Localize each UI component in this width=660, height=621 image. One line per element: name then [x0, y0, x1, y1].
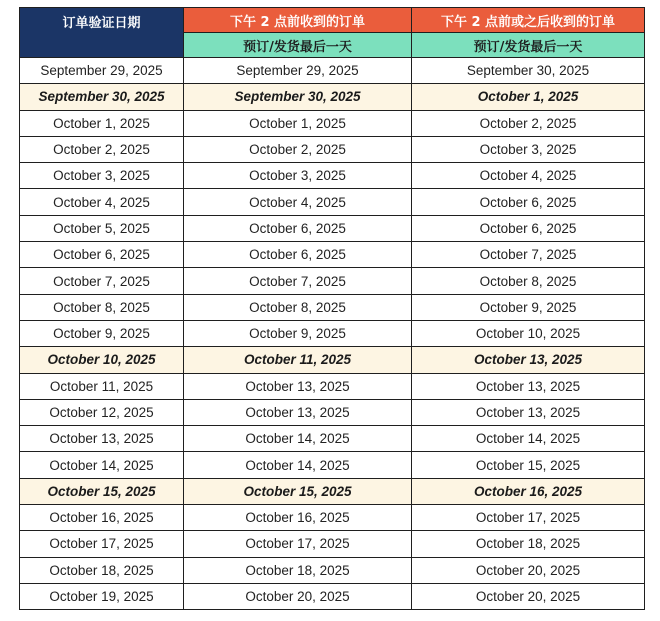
cell-before-2pm: September 30, 2025 [184, 84, 412, 110]
table-row [20, 268, 645, 294]
cell-after-2pm: October 8, 2025 [412, 268, 645, 294]
table-row [20, 531, 645, 557]
header-verify-date: 订单验证日期 [20, 8, 184, 58]
table-row [20, 426, 645, 452]
cell-before-2pm: October 13, 2025 [184, 399, 412, 425]
cell-before-2pm: October 15, 2025 [184, 478, 412, 504]
cell-verify-date: October 8, 2025 [20, 294, 184, 320]
subheader-after-last-day: 预订/发货最后一天 [412, 33, 645, 58]
cell-verify-date: October 2, 2025 [20, 136, 184, 162]
subheader-before-last-day: 预订/发货最后一天 [184, 33, 412, 58]
cell-before-2pm: October 7, 2025 [184, 268, 412, 294]
cell-after-2pm: October 9, 2025 [412, 294, 645, 320]
table-row [20, 583, 645, 609]
shipping-schedule-table [19, 7, 645, 610]
cell-verify-date: October 12, 2025 [20, 399, 184, 425]
cell-verify-date: October 11, 2025 [20, 373, 184, 399]
cell-before-2pm: October 6, 2025 [184, 242, 412, 268]
table-row [20, 189, 645, 215]
table-row [20, 557, 645, 583]
table-row [20, 373, 645, 399]
cell-after-2pm: October 16, 2025 [412, 478, 645, 504]
cell-before-2pm: October 18, 2025 [184, 557, 412, 583]
cell-before-2pm: October 4, 2025 [184, 189, 412, 215]
cell-after-2pm: October 2, 2025 [412, 110, 645, 136]
cell-before-2pm: September 29, 2025 [184, 58, 412, 84]
cell-after-2pm: October 14, 2025 [412, 426, 645, 452]
cell-before-2pm: October 1, 2025 [184, 110, 412, 136]
header-row [20, 8, 645, 33]
cell-after-2pm: October 20, 2025 [412, 583, 645, 609]
header-after-2pm: 下午 2 点前或之后收到的订单 [412, 8, 645, 33]
table-row [20, 58, 645, 84]
cell-verify-date: October 16, 2025 [20, 505, 184, 531]
cell-after-2pm: October 15, 2025 [412, 452, 645, 478]
cell-before-2pm: October 14, 2025 [184, 452, 412, 478]
cell-verify-date: October 4, 2025 [20, 189, 184, 215]
table-row [20, 320, 645, 346]
cell-after-2pm: October 6, 2025 [412, 215, 645, 241]
cell-before-2pm: October 14, 2025 [184, 426, 412, 452]
table-row [20, 505, 645, 531]
cell-verify-date: October 15, 2025 [20, 478, 184, 504]
cell-verify-date: October 18, 2025 [20, 557, 184, 583]
cell-after-2pm: October 1, 2025 [412, 84, 645, 110]
cell-verify-date: October 9, 2025 [20, 320, 184, 346]
shipping-schedule [19, 7, 644, 610]
cell-verify-date: October 17, 2025 [20, 531, 184, 557]
table-row [20, 242, 645, 268]
cell-after-2pm: October 13, 2025 [412, 399, 645, 425]
cell-before-2pm: October 17, 2025 [184, 531, 412, 557]
cell-before-2pm: October 8, 2025 [184, 294, 412, 320]
table-row-highlighted [20, 347, 645, 373]
cell-after-2pm: October 20, 2025 [412, 557, 645, 583]
cell-after-2pm: October 13, 2025 [412, 373, 645, 399]
cell-before-2pm: October 13, 2025 [184, 373, 412, 399]
cell-verify-date: October 1, 2025 [20, 110, 184, 136]
table-row [20, 294, 645, 320]
cell-after-2pm: October 13, 2025 [412, 347, 645, 373]
cell-before-2pm: October 11, 2025 [184, 347, 412, 373]
table-header [20, 8, 645, 58]
table-row [20, 452, 645, 478]
cell-before-2pm: October 20, 2025 [184, 583, 412, 609]
cell-before-2pm: October 2, 2025 [184, 136, 412, 162]
cell-after-2pm: October 6, 2025 [412, 189, 645, 215]
cell-before-2pm: October 9, 2025 [184, 320, 412, 346]
cell-verify-date: October 7, 2025 [20, 268, 184, 294]
cell-before-2pm: October 3, 2025 [184, 163, 412, 189]
header-before-2pm: 下午 2 点前收到的订单 [184, 8, 412, 33]
cell-after-2pm: October 4, 2025 [412, 163, 645, 189]
cell-after-2pm: October 10, 2025 [412, 320, 645, 346]
table-row [20, 163, 645, 189]
table-row [20, 215, 645, 241]
cell-before-2pm: October 6, 2025 [184, 215, 412, 241]
cell-verify-date: October 14, 2025 [20, 452, 184, 478]
cell-verify-date: October 3, 2025 [20, 163, 184, 189]
cell-verify-date: October 13, 2025 [20, 426, 184, 452]
table-row-highlighted [20, 84, 645, 110]
cell-after-2pm: October 18, 2025 [412, 531, 645, 557]
cell-before-2pm: October 16, 2025 [184, 505, 412, 531]
table-row-highlighted [20, 478, 645, 504]
cell-after-2pm: October 17, 2025 [412, 505, 645, 531]
cell-verify-date: September 30, 2025 [20, 84, 184, 110]
table-body [20, 58, 645, 610]
cell-after-2pm: October 3, 2025 [412, 136, 645, 162]
table-row [20, 399, 645, 425]
table-row [20, 136, 645, 162]
table-row [20, 110, 645, 136]
cell-after-2pm: October 7, 2025 [412, 242, 645, 268]
cell-verify-date: September 29, 2025 [20, 58, 184, 84]
cell-verify-date: October 19, 2025 [20, 583, 184, 609]
cell-verify-date: October 5, 2025 [20, 215, 184, 241]
cell-after-2pm: September 30, 2025 [412, 58, 645, 84]
cell-verify-date: October 10, 2025 [20, 347, 184, 373]
cell-verify-date: October 6, 2025 [20, 242, 184, 268]
